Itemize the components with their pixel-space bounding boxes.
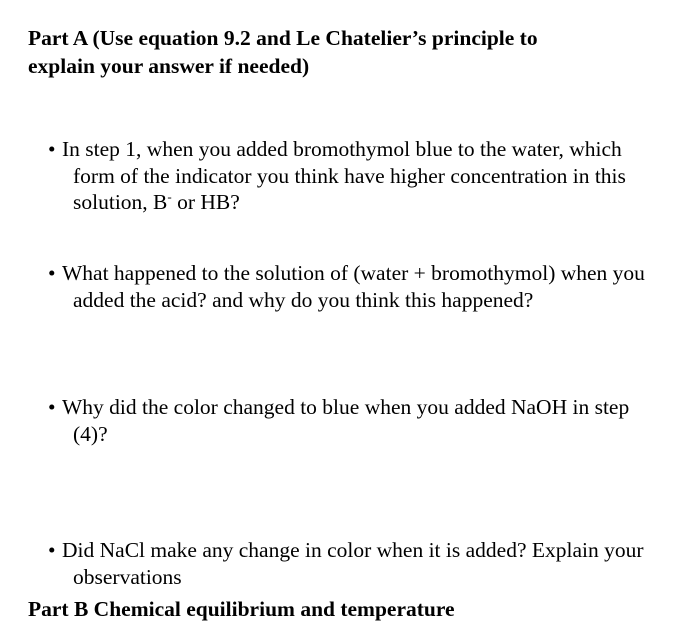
question-bullet-3 bbox=[48, 394, 668, 447]
bullet-marker: • bbox=[48, 261, 56, 285]
question-bullet-1 bbox=[48, 136, 668, 216]
question-4-text: Did NaCl make any change in color when it is added? Explain your observations bbox=[62, 538, 644, 589]
bullet-marker: • bbox=[48, 538, 56, 562]
part-b-heading-text: Part B Chemical equilibrium and temperature bbox=[28, 597, 455, 621]
heading-line-2: explain your answer if needed) bbox=[28, 54, 310, 78]
b-minus-superscript: - bbox=[167, 189, 172, 204]
part-a-heading bbox=[28, 24, 678, 80]
part-b-heading-cutoff bbox=[28, 597, 488, 621]
question-2-text: What happened to the solution of (water + bromothymol) when you added the acid? and why do you think this happened? bbox=[62, 261, 645, 312]
question-bullet-2 bbox=[48, 260, 668, 313]
bullet-marker: • bbox=[48, 137, 56, 161]
question-1-text bbox=[48, 136, 668, 216]
bullet-marker: • bbox=[48, 395, 56, 419]
heading-line-1: Part A (Use equation 9.2 and Le Chatelier’s principle to bbox=[28, 26, 538, 50]
question-1-text-main: In step 1, when you added bromothymol blue to the water, which form of the indicator you think have higher concentration in this solution, B bbox=[62, 137, 626, 214]
question-1-text-end: or HB? bbox=[171, 190, 240, 214]
question-3-text: Why did the color changed to blue when you added NaOH in step (4)? bbox=[62, 395, 630, 446]
question-bullet-4 bbox=[48, 537, 668, 590]
